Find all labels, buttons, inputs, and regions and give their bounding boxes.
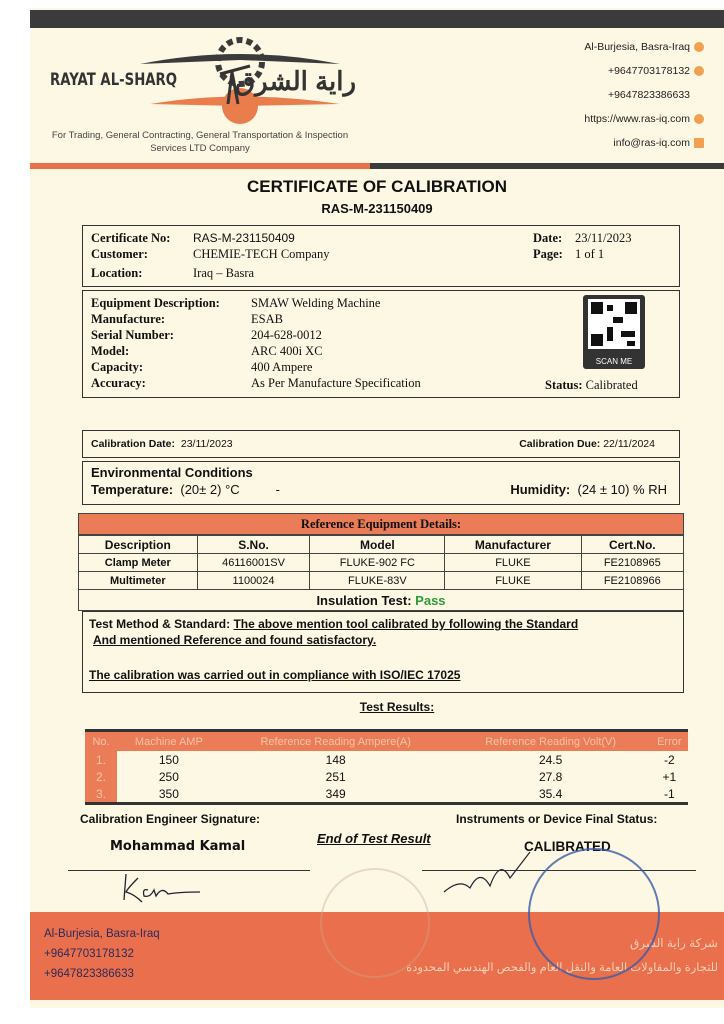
equipment-box xyxy=(82,290,680,398)
environment-box xyxy=(82,461,680,505)
page-number: 1 of 1 xyxy=(575,247,605,261)
calibration-dates-box xyxy=(82,430,680,458)
model: ARC 400i XC xyxy=(251,344,323,358)
cell: FLUKE-902 FC xyxy=(310,554,445,572)
top-bar xyxy=(30,10,724,28)
insulation-test xyxy=(79,590,684,611)
brand-name: RAYAT AL-SHARQ xyxy=(50,70,178,90)
method-text: The above mention tool calibrated by following the Standard xyxy=(233,617,579,631)
equipment-description: SMAW Welding Machine xyxy=(251,296,381,310)
table-row xyxy=(79,554,684,572)
header-divider-dark xyxy=(370,163,724,169)
cell: FLUKE-83V xyxy=(310,572,445,590)
label: Insulation Test: xyxy=(316,592,412,608)
col-header: Reference Reading Volt(V) xyxy=(451,732,651,751)
capacity: 400 Ampere xyxy=(251,360,313,374)
scan-me-label: SCAN ME xyxy=(595,357,633,366)
header-divider xyxy=(30,163,370,169)
cell: FE2108966 xyxy=(581,572,683,590)
test-method-box xyxy=(82,611,684,693)
label: Humidity: xyxy=(510,482,571,497)
company-stamp-icon xyxy=(528,848,660,980)
footer-address: Al-Burjesia, Basra-Iraq xyxy=(44,928,160,940)
table-row xyxy=(85,785,688,802)
manufacturer: ESAB xyxy=(251,312,283,326)
footer-phone-2: +9647823386633 xyxy=(44,968,134,980)
embossed-seal-icon xyxy=(320,868,430,978)
col-header: Description xyxy=(79,536,198,554)
col-header: Cert.No. xyxy=(581,536,683,554)
certificate-title: CERTIFICATE OF CALIBRATION xyxy=(246,177,507,196)
humidity: (24 ± 10) % RH xyxy=(577,482,667,497)
qr-code-icon xyxy=(583,295,645,353)
label: Customer: xyxy=(91,247,148,261)
col-header: S.No. xyxy=(197,536,310,554)
reference-equipment-table xyxy=(78,513,684,611)
end-of-result: End of Test Result xyxy=(317,831,431,846)
location: Iraq – Basra xyxy=(193,266,255,280)
contact-website[interactable]: https://www.ras-iq.com xyxy=(584,113,704,125)
calibration-due: 22/11/2024 xyxy=(603,438,655,450)
cell: 27.8 xyxy=(538,769,563,784)
label: Accuracy: xyxy=(91,376,146,390)
cell: 1. xyxy=(85,751,117,768)
cell: 350 xyxy=(158,786,179,801)
cell: 150 xyxy=(158,752,179,767)
table-row xyxy=(85,751,688,768)
col-header: Reference Reading Ampere(A) xyxy=(221,732,451,751)
cell: Clamp Meter xyxy=(79,554,198,572)
label: Calibration Due: xyxy=(519,438,601,450)
status: Calibrated xyxy=(585,378,638,392)
label: Temperature: xyxy=(91,482,174,497)
col-header: Manufacturer xyxy=(445,536,581,554)
mail-icon xyxy=(694,138,704,148)
label: Manufacture: xyxy=(91,312,166,326)
insulation-result: Pass xyxy=(415,592,446,608)
cert-no: RAS-M-231150409 xyxy=(193,231,295,245)
final-status: CALIBRATED xyxy=(524,839,611,854)
certificate-page xyxy=(30,8,724,1008)
cell: 2. xyxy=(85,768,117,785)
label: Date: xyxy=(533,231,563,245)
engineer-label: Calibration Engineer Signature: xyxy=(80,812,261,826)
cell: 251 xyxy=(325,769,346,784)
cell: -2 xyxy=(663,752,675,767)
footer-arabic-name: شركة راية الشرق xyxy=(629,936,718,950)
label: Serial Number: xyxy=(91,328,174,342)
cell: FLUKE xyxy=(445,572,581,590)
label: Calibration Date: xyxy=(91,438,176,450)
cell: +1 xyxy=(662,769,677,784)
label: Capacity: xyxy=(91,360,144,374)
cell: 46116001SV xyxy=(197,554,310,572)
label: Equipment Description: xyxy=(91,296,220,310)
label: Location: xyxy=(91,266,143,280)
contact-email[interactable]: info@ras-iq.com xyxy=(613,137,704,149)
cell: Multimeter xyxy=(79,572,198,590)
globe-icon xyxy=(694,114,704,124)
cell: 24.5 xyxy=(538,752,563,767)
location-pin-icon xyxy=(694,42,704,52)
contact-phone: +9647703178132 xyxy=(608,65,704,77)
cell: -1 xyxy=(663,786,675,801)
calibration-date: 23/11/2023 xyxy=(180,438,233,450)
qr-code[interactable] xyxy=(583,295,645,369)
cell: FE2108965 xyxy=(581,554,683,572)
table-header xyxy=(79,536,684,554)
label: Certificate No: xyxy=(91,231,171,245)
cell: 35.4 xyxy=(538,786,563,801)
footer-phone-1: +9647703178132 xyxy=(44,948,134,960)
accuracy: As Per Manufacture Specification xyxy=(251,376,421,390)
method-text-2: And mentioned Reference and found satisfactory. xyxy=(93,633,377,647)
label: Test Method & Standard: xyxy=(89,617,231,631)
reference-title: Reference Equipment Details: xyxy=(78,513,684,535)
phone-icon xyxy=(694,66,704,76)
col-header: Model xyxy=(310,536,445,554)
compliance-statement: The calibration was carried out in compliance with ISO/IEC 17025 xyxy=(89,668,461,682)
label: Model: xyxy=(91,344,130,358)
col-header: Machine AMP xyxy=(117,732,221,751)
certificate-ref: RAS-M-231150409 xyxy=(321,201,433,216)
engineer-name: Mohammad Kamal xyxy=(110,839,246,854)
environment-title: Environmental Conditions xyxy=(91,465,253,480)
cell: FLUKE xyxy=(445,554,581,572)
table-row xyxy=(85,768,688,785)
cell: 1100024 xyxy=(197,572,310,590)
table-header xyxy=(85,732,688,751)
separator: - xyxy=(275,482,280,497)
test-results-table xyxy=(85,729,688,805)
table-row xyxy=(79,572,684,590)
contact-phone-2: +9647823386633 xyxy=(607,89,690,101)
tagline: For Trading, General Contracting, General Transportation & Inspection Services LTD Company xyxy=(51,130,349,154)
footer-arabic-tagline: للتجارة والمقاولات العامة والنقل العام والفحص الهندسي المحدودة xyxy=(406,962,718,974)
label: Page: xyxy=(533,247,563,261)
serial-number: 204-628-0012 xyxy=(251,328,322,342)
customer: CHEMIE-TECH Company xyxy=(193,247,330,261)
test-results-title: Test Results: xyxy=(359,700,435,714)
final-status-label: Instruments or Device Final Status: xyxy=(456,812,658,826)
cell: 3. xyxy=(85,785,117,802)
brand-name-arabic: راية الشرق xyxy=(235,66,357,96)
cell: 148 xyxy=(325,752,346,767)
label: Status: xyxy=(545,378,583,392)
col-header: No. xyxy=(85,732,117,751)
col-header: Error xyxy=(651,732,688,751)
date: 23/11/2023 xyxy=(575,231,632,245)
cell: 349 xyxy=(325,786,346,801)
cell: 250 xyxy=(158,769,179,784)
temperature: (20± 2) °C xyxy=(180,482,240,497)
certificate-info-box xyxy=(82,225,680,287)
contact-address: Al-Burjesia, Basra-Iraq xyxy=(584,41,704,53)
signature-icon xyxy=(120,870,210,906)
